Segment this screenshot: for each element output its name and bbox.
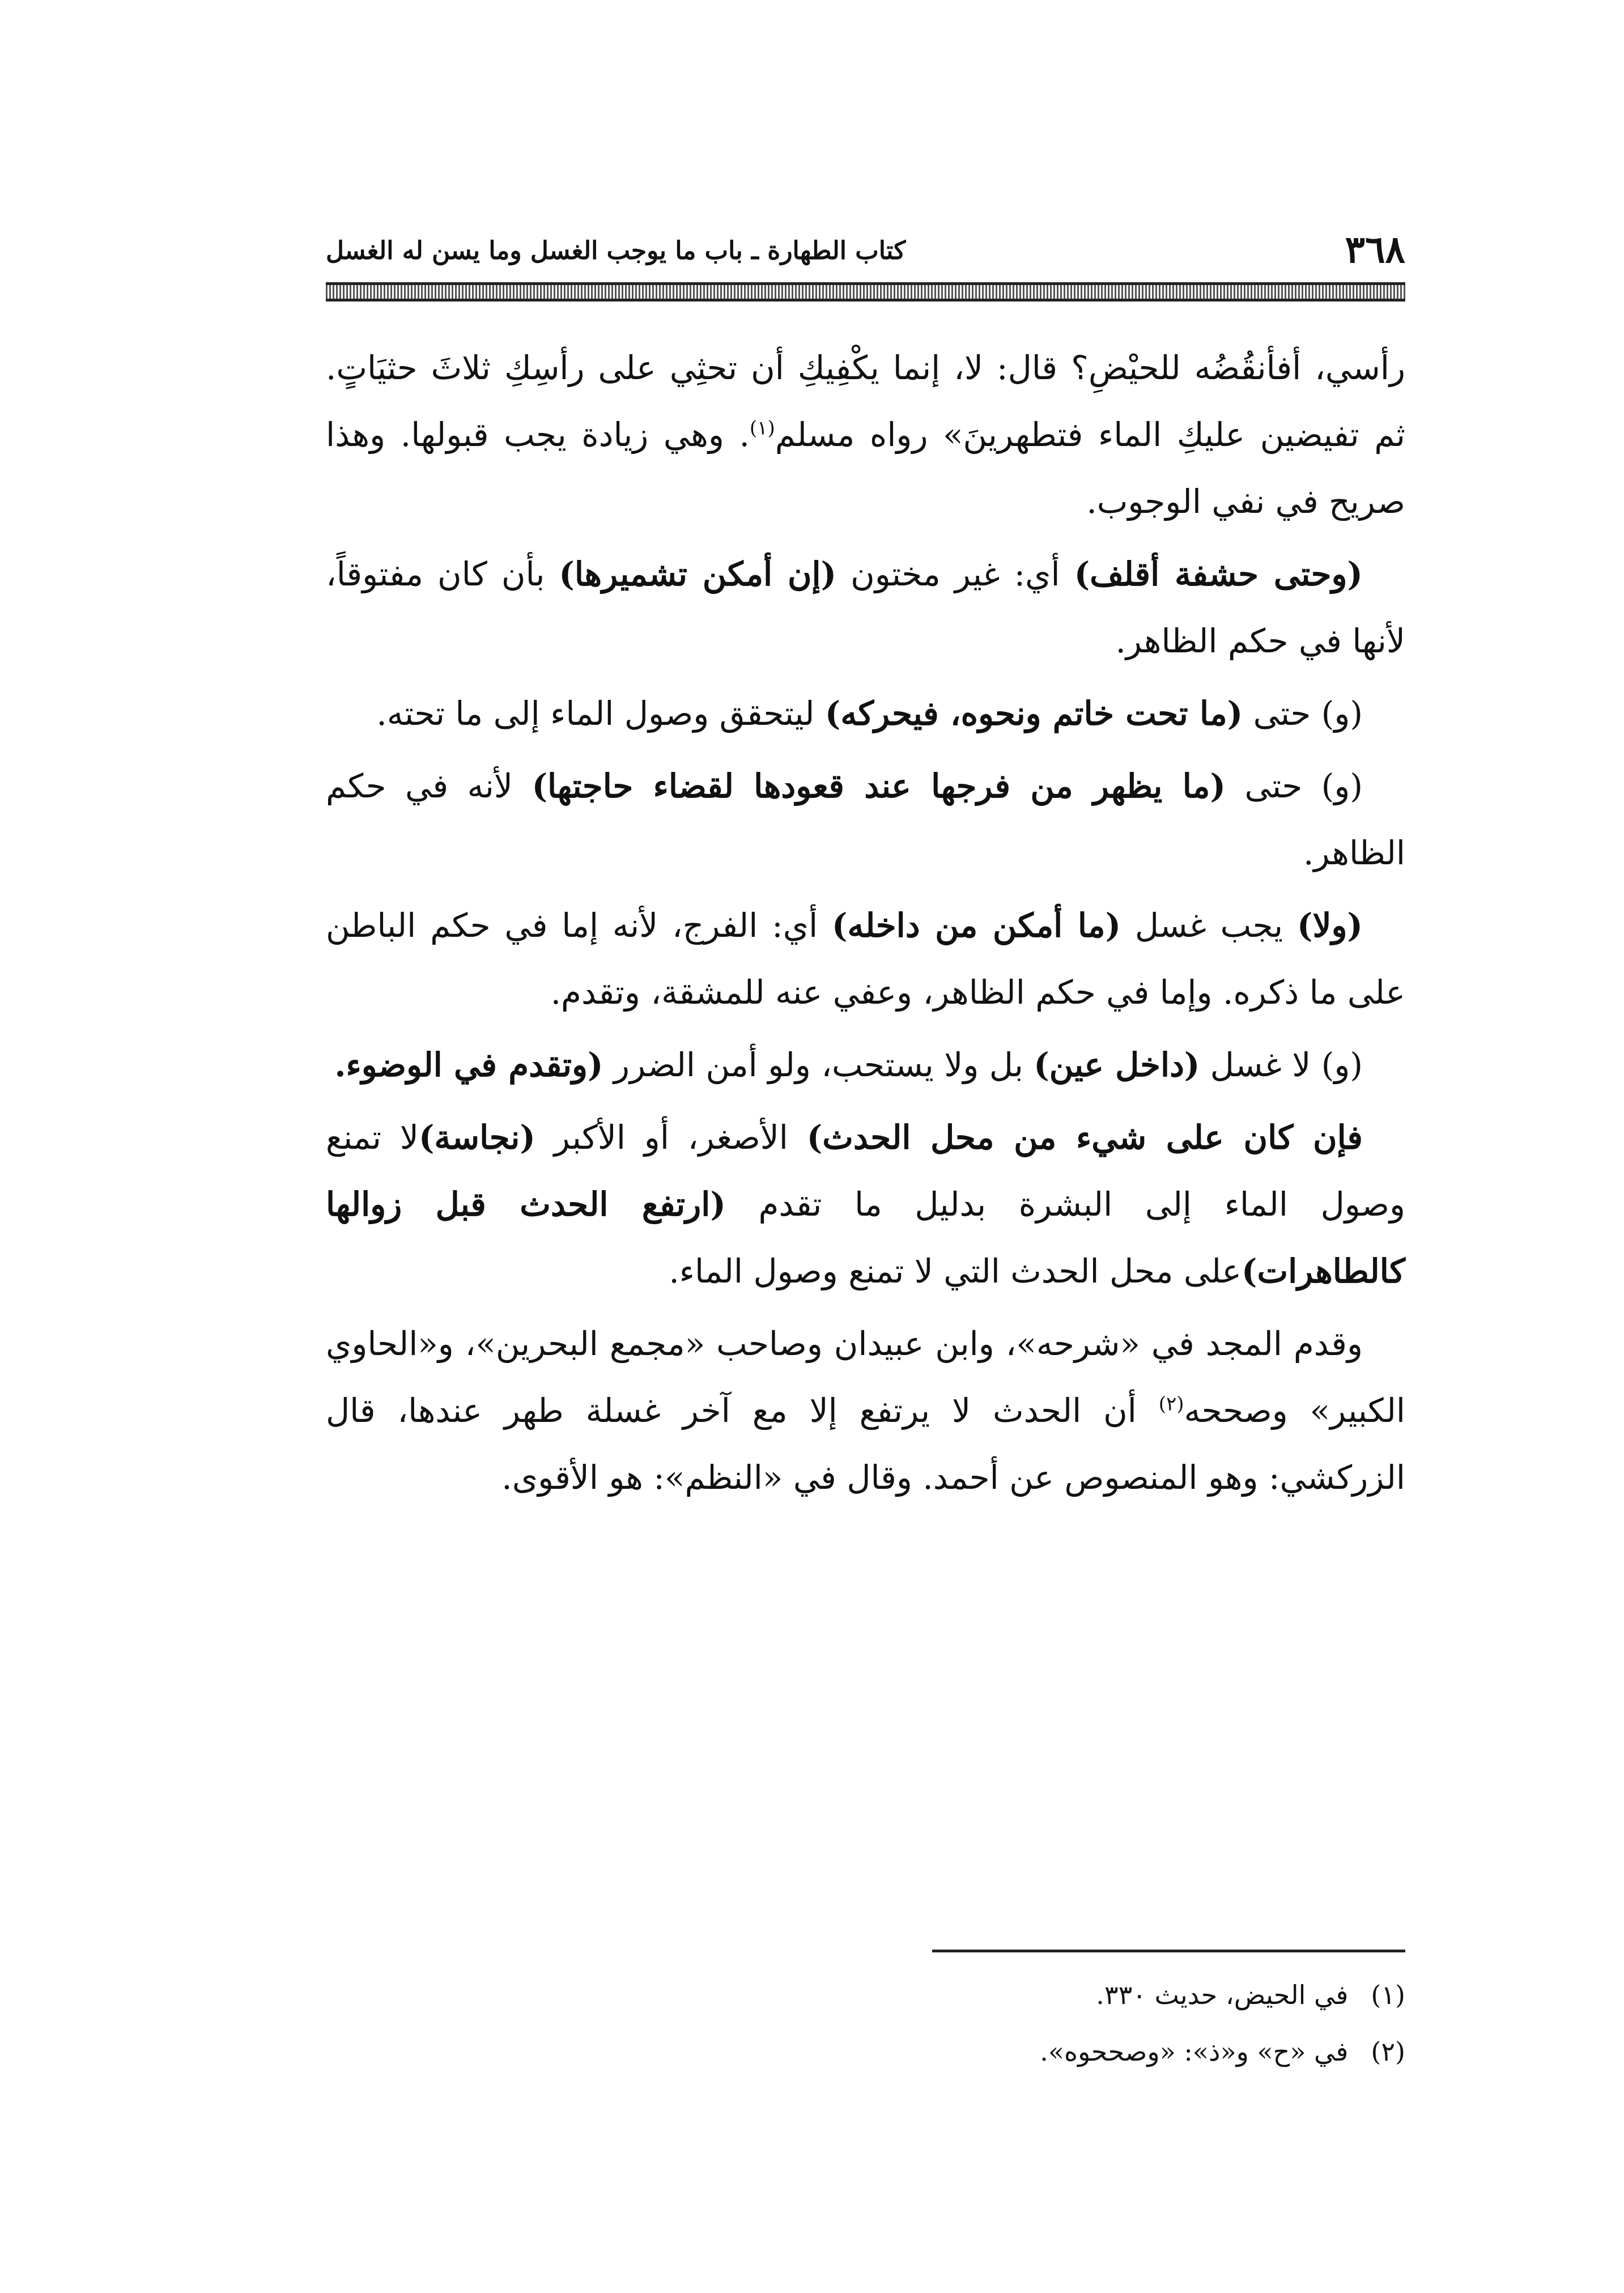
paragraph-4 [326, 753, 1405, 886]
matn-text: (ما أمكن من داخله) [832, 906, 1121, 945]
footnote-number: (٢) [1371, 2036, 1405, 2067]
text: أن الحدث لا يرتفع إلا مع آخر غسلة طهر عندها، قال الزركشي: وهو المنصوص عن أحمد. وقال في «النظم»: هو الأقوى. [326, 1391, 1405, 1497]
text: أي: الفرج، لأنه إما في حكم الباطن على ما ذكره. وإما في حكم الظاهر، وعفي عنه للمشقة، وتقدم. [326, 906, 1405, 1012]
matn-text: (ما يظهر من فرجها عند قعودها لقضاء حاجتها) [532, 767, 1226, 805]
footnote-ref-1: (١) [749, 417, 775, 440]
text: الأصغر، أو الأكبر [535, 1118, 807, 1157]
header-rule [326, 282, 1405, 302]
running-title: كتاب الطهارة ـ باب ما يوجب الغسل وما يسن له الغسل [326, 236, 906, 265]
footnote-ref-2: (٢) [1158, 1392, 1184, 1416]
matn-text: (وتقدم في الوضوء. [334, 1046, 603, 1084]
footnote-separator [932, 1950, 1405, 1952]
paragraph-3 [326, 680, 1405, 747]
text: رأسي، أفأنقُضُه للحيْضِ؟ قال: لا، إنما يكْفِيكِ أن تحثِي على رأسِكِ ثلاثَ حثيَاتٍ. ثم تفيضين عليكِ الماء فتطهرينَ» رواه مسلم [326, 349, 1405, 454]
footnote-1 [793, 1967, 1405, 2023]
footnotes [793, 1967, 1405, 2080]
matn-text: (داخل عين) [1034, 1046, 1200, 1084]
text: بأن كان مفتوقاً، لأنها في حكم الظاهر. [326, 555, 1405, 660]
text: أي: غير مختون [836, 555, 1074, 593]
matn-text: فإن كان على شيء من محل الحدث) [806, 1118, 1363, 1157]
paragraph-8 [326, 1310, 1405, 1511]
text: وقدم المجد في «شرحه»، وابن عبيدان وصاحب «مجمع البحرين»، و«الحاوي الكبير» وصححه [326, 1324, 1405, 1430]
text: على محل الحدث التي لا تمنع وصول الماء. [669, 1252, 1242, 1290]
text: (و) حتى [1243, 694, 1363, 733]
footnote-text: في «ح» و«ذ»: «وصححوه». [1040, 2036, 1349, 2067]
footnote-text: في الحيض، حديث ٣٣٠. [1096, 1980, 1349, 2010]
text: ليتحقق وصول الماء إلى ما تحته. [376, 694, 825, 733]
matn-text: (ما تحت خاتم ونحوه، فيحركه) [824, 694, 1243, 733]
page-number: ٣٦٨ [1345, 227, 1405, 271]
paragraph-5 [326, 892, 1405, 1026]
paragraph-6 [326, 1031, 1405, 1098]
text: (و) حتى [1225, 767, 1363, 805]
text: (و) لا غسل [1200, 1046, 1363, 1084]
page-header [326, 227, 1405, 272]
matn-text: (نجاسة) [418, 1118, 535, 1157]
paragraph-2 [326, 541, 1405, 674]
footnote-2 [793, 2023, 1405, 2080]
paragraph-7 [326, 1104, 1405, 1305]
main-text [326, 334, 1405, 1517]
matn-text: (ارتفع الحدث قبل زوالها كالطاهرات) [326, 1185, 1405, 1290]
text: لأنه في حكم الظاهر. [326, 767, 1405, 872]
text: . وهي زيادة يجب قبولها. وهذا صريح في نفي الوجوب. [326, 415, 1405, 521]
footnote-number: (١) [1371, 1980, 1405, 2010]
text: لا تمنع وصول الماء إلى البشرة بدليل ما تقدم [326, 1118, 1405, 1224]
text: بل ولا يستحب، ولو أمن الضرر [603, 1046, 1034, 1084]
text: يجب غسل [1121, 906, 1298, 945]
matn-text: (إن أمكن تشميرها) [559, 555, 837, 593]
paragraph-1 [326, 334, 1405, 535]
matn-text: (وحتى حشفة أقلف) [1074, 555, 1363, 593]
matn-text: (ولا) [1297, 906, 1363, 945]
